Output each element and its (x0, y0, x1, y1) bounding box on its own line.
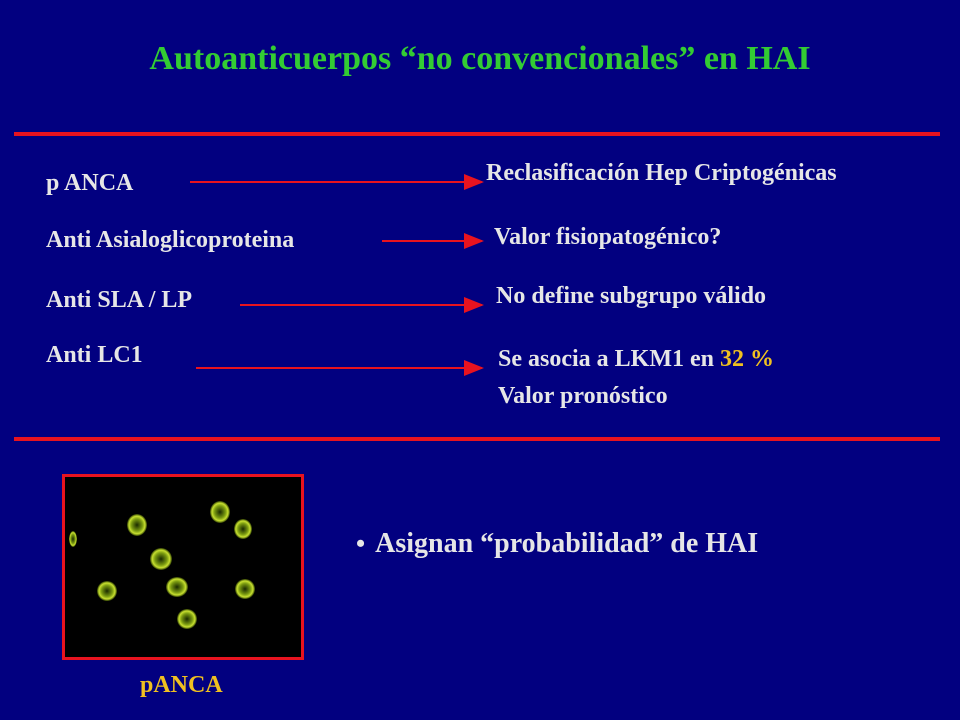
image-caption: pANCA (140, 672, 223, 698)
cell (69, 531, 77, 547)
cell (235, 579, 255, 599)
cell (177, 609, 197, 629)
result-lc1-line1 (498, 346, 774, 373)
result-lc1-line2: Valor pronóstico (498, 383, 668, 409)
label-p-anca: p ANCA (46, 170, 134, 196)
cell (166, 577, 188, 597)
result-lc1-percentage: 32 % (720, 346, 774, 372)
label-anti-lc1: Anti LC1 (46, 342, 143, 368)
bullet-icon: • (356, 529, 366, 558)
result-asialoglicoproteina: Valor fisiopatogénico? (494, 224, 722, 250)
fluorescence-micrograph-icon (65, 477, 301, 657)
bottom-divider (14, 437, 940, 441)
bullet-item (356, 528, 758, 560)
label-anti-sla-lp: Anti SLA / LP (46, 287, 193, 313)
cell (210, 501, 230, 523)
result-lc1-prefix: Se asocia a LKM1 en (498, 346, 714, 372)
result-p-anca: Reclasificación Hep Criptogénicas (486, 160, 837, 186)
cell (97, 581, 117, 601)
result-sla-lp: No define subgrupo válido (496, 283, 767, 309)
cell (234, 519, 252, 539)
cell (150, 548, 172, 570)
panca-micrograph (62, 474, 304, 660)
label-anti-asialoglicoproteina: Anti Asialoglicoproteina (46, 227, 295, 253)
cell (127, 514, 147, 536)
slide-title: Autoanticuerpos “no convencionales” en HAI (149, 40, 811, 77)
bullet-text: Asignan “probabilidad” de HAI (375, 528, 759, 559)
